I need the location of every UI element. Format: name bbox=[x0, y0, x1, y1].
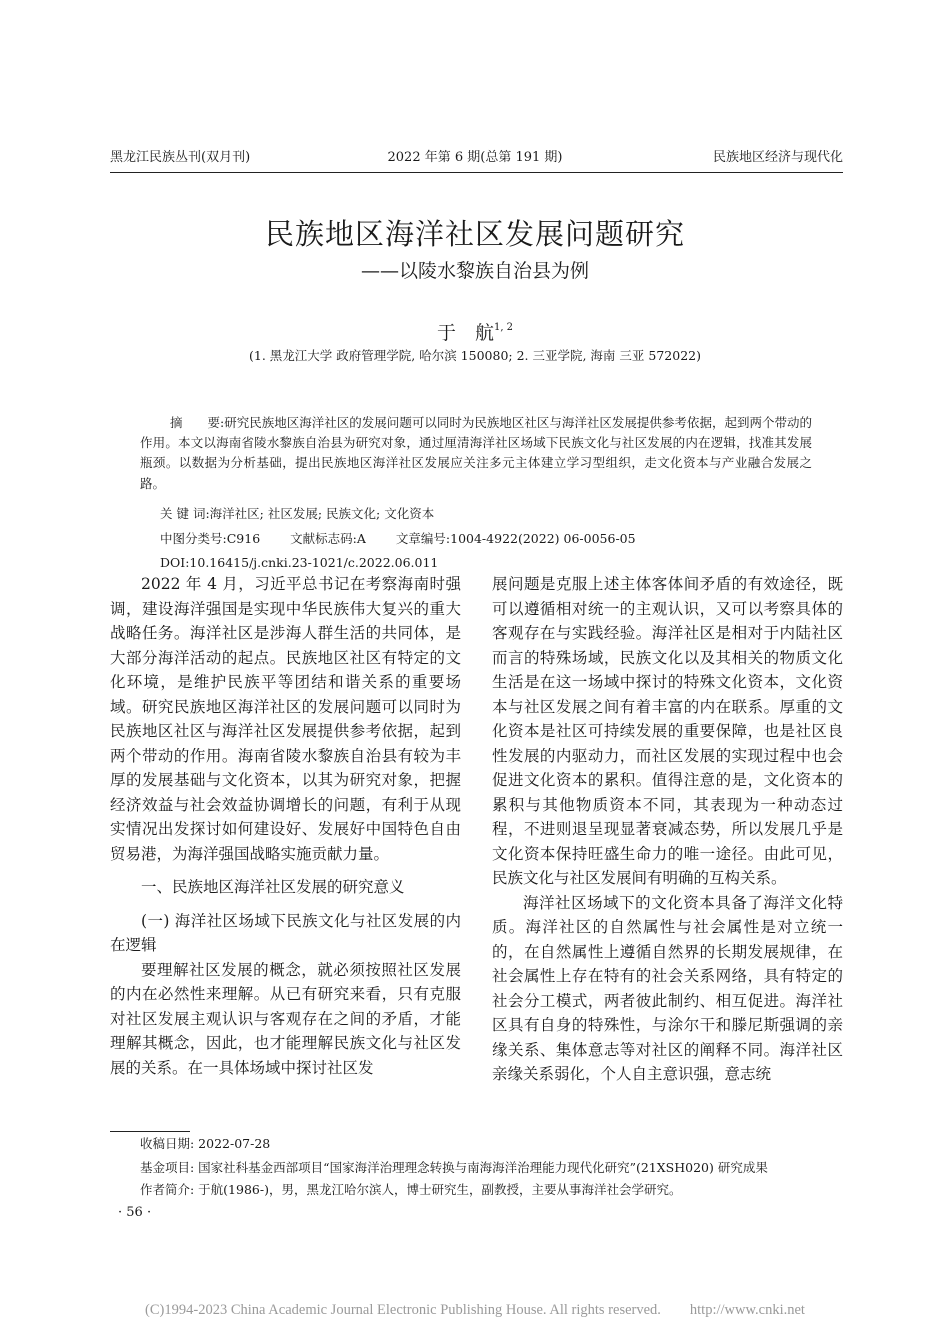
subsection-heading: (一) 海洋社区场域下民族文化与社区发展的内在逻辑 bbox=[110, 911, 461, 954]
body-right-column bbox=[492, 572, 843, 1087]
section-name: 民族地区经济与现代化 bbox=[712, 150, 843, 165]
clc-value: C916 bbox=[226, 531, 261, 546]
classification-line bbox=[160, 531, 636, 547]
footnote-rule bbox=[110, 1131, 190, 1132]
article-no-label: 文章编号: bbox=[395, 531, 451, 546]
header-rule bbox=[110, 172, 843, 173]
received-date: 收稿日期: 2022-07-28 bbox=[140, 1136, 271, 1151]
abstract-label: 摘 要: bbox=[170, 415, 225, 430]
body-paragraph: 2022 年 4 月，习近平总书记在考察海南时强调，建设海洋强国是实现中华民族伟大复兴的重大战略任务。海洋社区是涉海人群生活的共同体，是大部分海洋活动的起点。民族地区社区有特定的文化环境，是维护民族平等团结和谐关系的重要场域。研究民族地区海洋社区的发展问题可以同时为民族地区社区与海洋社区发展提供参考依据，起到两个带动的作用。海南省陵水黎族自治县有较为丰厚的发展基础与文化资本，以其为研究对象，把握经济效益与社会效益协调增长的问题，有利于从现实情况出发探讨如何建设好、发展好中国特色自由贸易港，为海洋强国战略实施贡献力量。 bbox=[110, 575, 461, 863]
body-paragraph: 海洋社区场域下的文化资本具备了海洋文化特质。海洋社区的自然属性与社会属性是对立统一的，在自然属性上遵循自然界的长期发展规律，在社会属性上存在特有的社会关系网络，具有特定的社会分工模式，两者彼此制约、相互促进。海洋社区具有自身的特殊性，与涂尔干和滕尼斯强调的亲缘关系、集体意志等对社区的阐释不同。海洋社区亲缘关系弱化，个人自主意识强，意志统 bbox=[492, 893, 843, 1083]
author-name: 于 航 bbox=[436, 322, 494, 344]
article-subtitle: ——以陵水黎族自治县为例 bbox=[360, 260, 589, 282]
article-no-value: 1004-4922(2022) 06-0056-05 bbox=[450, 531, 636, 546]
article-title: 民族地区海洋社区发展问题研究 bbox=[264, 217, 685, 251]
body-paragraph: 要理解社区发展的概念，就必须按照社区发展的内在必然性来理解。从已有研究来看，只有克服对社区发展主观认识与客观存在之间的矛盾，才能理解其概念，因此，也才能理解民族文化与社区发展的关系。在一具体场域中探讨社区发 bbox=[110, 960, 461, 1077]
author-line bbox=[0, 316, 950, 345]
issue-info: 2022 年第 6 期(总第 191 期) bbox=[387, 150, 563, 165]
abstract bbox=[140, 413, 812, 494]
abstract-text: 研究民族地区海洋社区的发展问题可以同时为民族地区社区与海洋社区发展提供参考依据，起到两个带动的作用。本文以海南省陵水黎族自治县为研究对象，通过厘清海洋社区场域下民族文化与社区发展的内在逻辑，找准其发展瓶颈。以数据为分析基础，提出民族地区海洋社区发展应关注多元主体建立学习型组织，走文化资本与产业融合发展之路。 bbox=[140, 415, 812, 491]
body-paragraph: 展问题是克服上述主体客体间矛盾的有效途径，既可以遵循相对统一的主观认识，又可以考察具体的客观存在与实践经验。海洋社区是相对于内陆社区而言的特殊场域，民族文化以及其相关的物质文化生活是在这一场域中探讨的特殊文化资本，文化资本与社区发展之间有着丰富的内在联系。厚重的文化资本是社区可持续发展的重要保障，也是社区良性发展的内驱动力，而社区发展的实现过程中也会促进文化资本的累积。值得注意的是，文化资本的累积与其他物质资本不同，其表现为一种动态过程，不进则退呈现显著衰减态势，所以发展几乎是文化资本保持旺盛生命力的唯一途径。由此可见，民族文化与社区发展间有明确的互构关系。 bbox=[492, 575, 843, 887]
keywords bbox=[160, 506, 434, 522]
doc-code-label: 文献标志码: bbox=[290, 531, 357, 546]
author-superscript: 1, 2 bbox=[493, 322, 514, 333]
affiliation: (1. 黑龙江大学 政府管理学院, 哈尔滨 150080; 2. 三亚学院, 海南 三亚 572022) bbox=[249, 348, 701, 363]
body-left-column bbox=[110, 572, 461, 1080]
copyright-watermark: (C)1994-2023 China Academic Journal Electronic Publishing House. All rights reserved. http://www.cnki.net bbox=[145, 1302, 805, 1318]
clc-label: 中图分类号: bbox=[160, 531, 227, 546]
author-bio: 作者简介: 于航(1986-)，男，黑龙江哈尔滨人，博士研究生，副教授，主要从事海洋社会学研究。 bbox=[140, 1182, 682, 1197]
journal-name: 黑龙江民族丛刊(双月刊) bbox=[110, 150, 251, 165]
doc-code-value: A bbox=[356, 531, 366, 546]
fund-info: 基金项目: 国家社科基金西部项目“国家海洋治理理念转换与南海海洋治理能力现代化研究”(21XSH020) 研究成果 bbox=[140, 1160, 768, 1175]
section-heading: 一、民族地区海洋社区发展的研究意义 bbox=[141, 878, 405, 896]
keywords-text: 海洋社区; 社区发展; 民族文化; 文化资本 bbox=[209, 506, 435, 521]
page-number: · 56 · bbox=[118, 1205, 152, 1220]
keywords-label: 关 键 词: bbox=[160, 506, 210, 521]
doi: DOI:10.16415/j.cnki.23-1021/c.2022.06.011 bbox=[160, 555, 439, 570]
